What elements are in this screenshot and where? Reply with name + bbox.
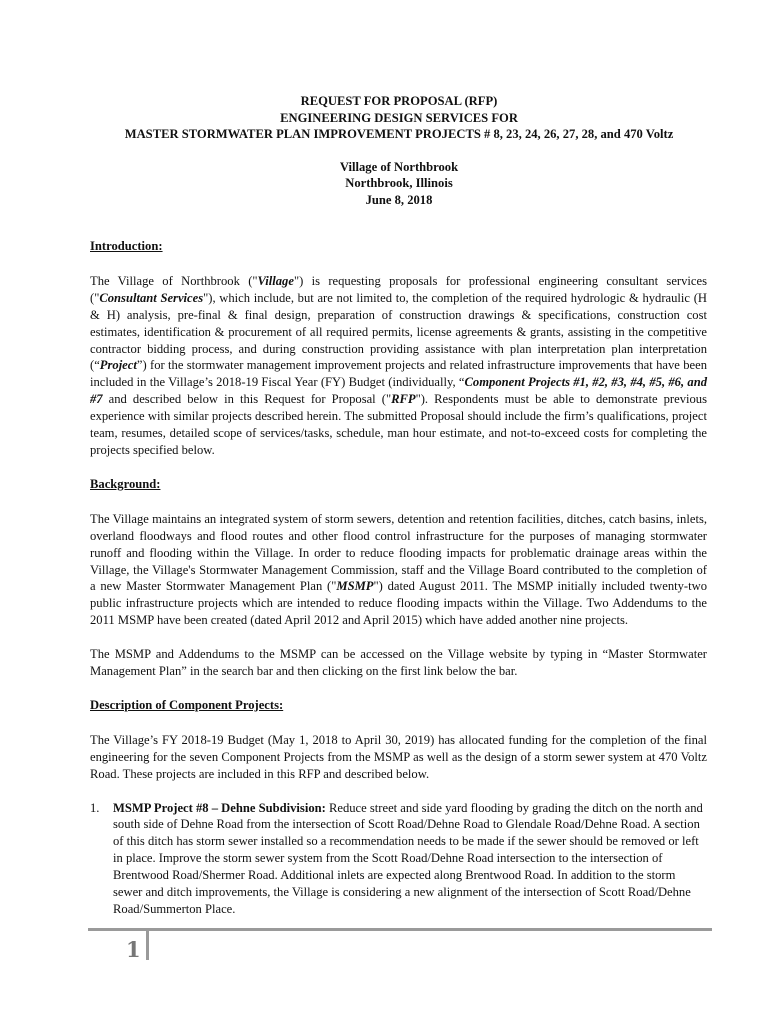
village-name: Village of Northbrook — [339, 159, 459, 174]
page-number-divider — [146, 930, 149, 960]
list-item-number: 1. — [90, 800, 100, 815]
intro-text: The Village of Northbrook (" — [90, 273, 258, 288]
background-heading: Background: — [90, 476, 161, 491]
document-body — [90, 238, 707, 935]
background-paragraph-2: The MSMP and Addendums to the MSMP can be accessed on the Village website by typing in “Master Stormwater Management Plan” in the search bar and then clicking on the first link below the bar. — [90, 647, 707, 679]
intro-emphasis: Project — [99, 358, 137, 373]
list-item-title: MSMP Project #8 – Dehne Subdivision: — [113, 800, 326, 815]
village-location: Northbrook, Illinois — [345, 176, 453, 190]
intro-text: ”) for the stormwater management improvement projects and related infrastructure improvements that have been included in the Village’s 2018-19 Fiscal Year (FY) Budget (individually, “ — [90, 358, 707, 390]
intro-emphasis: Component Projects #1, #2, #3, #4, #5, #6, and #7 — [90, 375, 708, 407]
intro-emphasis: RFP — [391, 392, 416, 407]
document-date: June 8, 2018 — [365, 192, 433, 207]
background-text: The Village maintains an integrated system of storm sewers, detention and retention facilities, ditches, catch basins, inlets, overland floodways and flood routes and other flood control infrastructure for the purposes of managing stormwater runoff and flooding within the Village. In order to reduce flooding impacts for problematic drainage areas within the Village, the Village's Stormwater Management Commission, staff and the Village Board contributed to the completion of a new Master Stormwater Management Plan (" — [90, 511, 707, 594]
intro-text: ") is requesting proposals for professional engineering consultant services (" — [90, 273, 707, 305]
background-emphasis: MSMP — [336, 579, 374, 594]
intro-text: "). Respondents must be able to demonstrate previous experience with similar projects described herein. The submitted Proposal should include the firm’s qualifications, project team, resumes, detailed scope of services/tasks, schedule, man hour estimate, and not-to-exceed costs for completing the projects specified below. — [90, 392, 707, 457]
background-text: ") dated August 2011. The MSMP initially included twenty-two public infrastructure projects which are intended to reduce flooding impacts within the Village. Two Addendums to the 2011 MSMP have been created (dated April 2012 and April 2015) which have added another nine projects. — [90, 579, 708, 628]
list-item-text: Reduce street and side yard flooding by grading the ditch on the north and south side of Dehne Road from the intersection of Scott Road/Dehne Road to Glendale Road/Dehne Road. A section of this ditch has storm sewer installed so a recommendation needs to be made if the sewer should be removed or left in place. Improve the storm sewer system from the Scott Road/Dehne Road intersection to the intersection of Brentwood Road/Shermer Road. Additional inlets are expected along Brentwood Road. In addition to the storm sewer and ditch improvements, the Village is considering a new alignment of the intersection of Scott Road/Dehne Road/Summerton Place. — [113, 800, 703, 916]
rfp-projects-title: MASTER STORMWATER PLAN IMPROVEMENT PROJECTS # 8, 23, 24, 26, 27, 28, and 470 Voltz — [124, 127, 674, 141]
document-header — [60, 93, 738, 208]
intro-text: and described below in this Request for Proposal (" — [102, 392, 392, 407]
intro-emphasis: Village — [257, 273, 294, 288]
rfp-subtitle: ENGINEERING DESIGN SERVICES FOR — [280, 110, 518, 125]
components-intro-paragraph: The Village’s FY 2018-19 Budget (May 1, 2018 to April 30, 2019) has allocated funding for the completion of the final engineering for the seven Component Projects from the MSMP as well as the design of a storm sewer system at 470 Voltz Road. These projects are included in this RFP and described below. — [90, 732, 707, 781]
list-item — [90, 800, 707, 918]
intro-emphasis: Consultant Services — [99, 290, 204, 305]
components-heading: Description of Component Projects: — [90, 697, 284, 712]
page-number: 1 — [126, 937, 141, 962]
rfp-title: REQUEST FOR PROPOSAL (RFP) — [300, 94, 498, 108]
header-spacer — [60, 143, 738, 159]
footer-rule — [88, 928, 712, 931]
background-paragraph-1 — [90, 511, 707, 629]
introduction-heading: Introduction: — [90, 239, 163, 253]
introduction-paragraph — [90, 273, 707, 459]
intro-text: "), which include, but are not limited to, the completion of the required hydrologic & hydraulic (H & H) analysis, pre-final & final design, preparation of construction drawings & specifications, construction cost estimates, identification & procurement of all required permits, license agreements & grants, assisting in the competitive contractor bidding process, and during construction providing assistance with plan interpretation plan interpretation (“ — [90, 290, 707, 373]
